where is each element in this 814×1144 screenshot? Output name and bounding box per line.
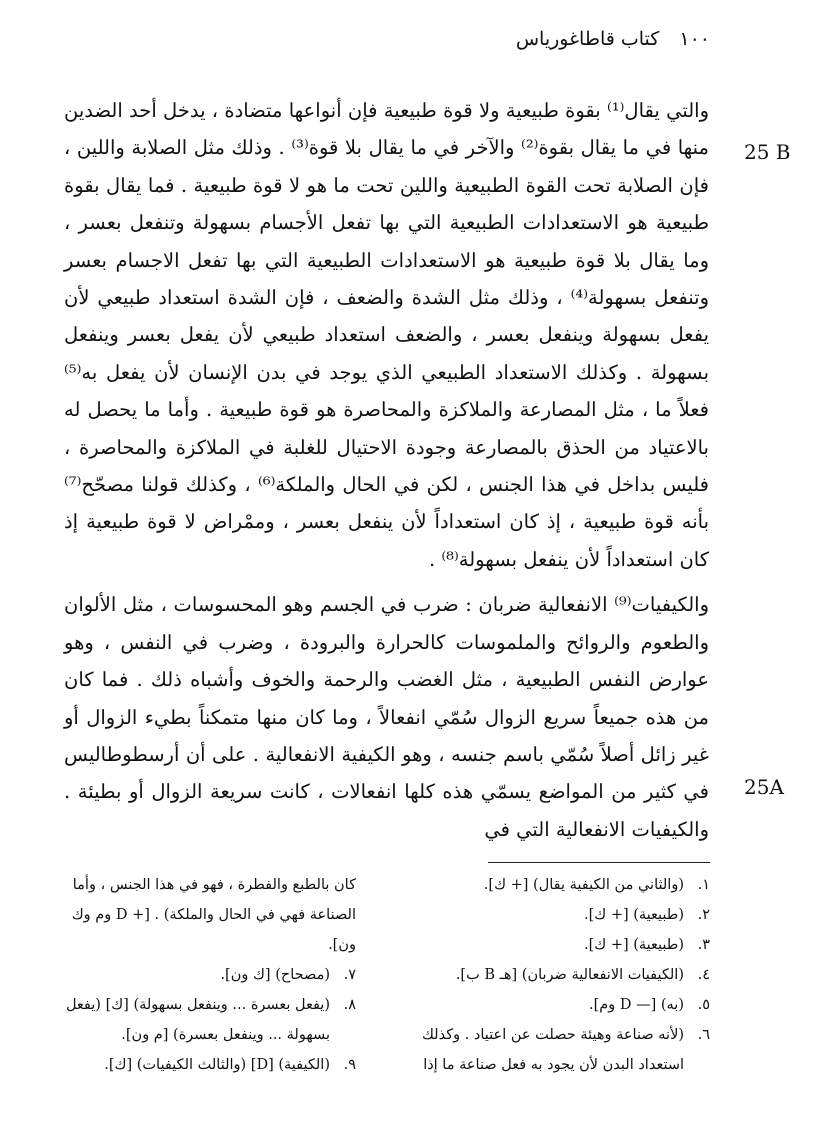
footnote-number: ٢.: [697, 907, 710, 923]
footnotes-left-column: [40, 870, 356, 1080]
footnote-number: ٧.: [343, 967, 356, 983]
footnote-continuation: الصناعة فهي في الحال والملكة) . [+ D وم وك: [71, 907, 356, 923]
footnote-number: ٨.: [343, 997, 356, 1013]
footnote-text: بسهولة ... وينفعل بعسرة) [م ون].: [121, 1027, 330, 1043]
footnote-text: (الكيفية) [D] (والثالث الكيفيات) [ك].: [104, 1057, 330, 1073]
paragraph: والتي يقال⁽¹⁾ بقوة طبيعية ولا قوة طبيعية فإن أنواعها متضادة ، يدخل أحد الضدين منها في ما يقال بقوة⁽²⁾ والآخر في ما يقال بلا قوة⁽³⁾ . وذلك مثل الصلابة واللين ، فإن الصلابة تحت القوة الطبيعية واللين تحت ما هو لا قوة طبيعية . فما يقال بقوة طبيعية هو الاستعدادات الطبيعية التي بها تفعل الأجسام بسهولة وتنفعل بعسر ، وما يقال بلا قوة طبيعية هو الاستعدادات الطبيعية التي بها تفعل الاجسام بعسر وتنفعل بسهولة⁽⁴⁾ ، وذلك مثل الشدة والضعف ، فإن الشدة استعداد طبيعي لأن يفعل بسهولة وينفعل بعسر ، والضعف استعداد طبيعي لأن يفعل بعسر وينفعل بسهولة . وكذلك الاستعداد الطبيعي الذي يوجد في بدن الإنسان لأن يفعل به⁽⁵⁾ فعلاً ما ، مثل المصارعة والملاكزة والمحاصرة هو قوة طبيعية . وأما ما يحصل له بالاعتياد من الحذق بالمصارعة وجودة الاحتيال للغلبة في الملاكزة والمحاصرة ، فليس بداخل في هذا الجنس ، لكن في الحال والملكة⁽⁶⁾ ، وكذلك قولنا مصحّح⁽⁷⁾ بأنه قوة طبيعية ، إذ كان استعداداً لأن ينفعل بعسر ، وممْراض لا قوة طبيعية إذ كان استعداداً لأن ينفعل بسهولة⁽⁸⁾ .: [64, 99, 709, 571]
footnote: [380, 990, 710, 1020]
footnote-continuation: ون].: [328, 937, 356, 953]
footnote: [40, 990, 356, 1020]
footnote-number: ٩.: [343, 1057, 356, 1073]
footnote-number: ٤.: [697, 967, 710, 983]
footnote-text: (طبيعية) [+ ك].: [584, 907, 684, 923]
footnote-number: ٥.: [697, 997, 710, 1013]
book-title: كتاب قاطاغورياس: [515, 28, 660, 50]
page-number: ١٠٠: [679, 28, 710, 50]
footnote-continuation: كان بالطبع والفطرة ، فهو في هذا الجنس ، وأما: [72, 877, 356, 893]
main-text: [64, 92, 709, 848]
footnote-text: (به) [— D وم].: [589, 997, 684, 1013]
footnote: [380, 930, 710, 960]
footnote: [380, 870, 710, 900]
footnote-text: (الكيفيات الانفعالية ضربان) [هـ B ب].: [455, 967, 684, 983]
footnote-number: ٦.: [697, 1027, 710, 1043]
footnote-text: (طبيعية) [+ ك].: [584, 937, 684, 953]
footnote-text: (والثاني من الكيفية يقال) [+ ك].: [483, 877, 684, 893]
footnote: [40, 960, 356, 990]
running-head: [470, 28, 710, 50]
footnote-continuation: [40, 1020, 356, 1050]
footnote-number: ٣.: [697, 937, 710, 953]
footnote: [380, 960, 710, 990]
footnote-text: (مصحاح) [ك ون].: [220, 967, 330, 983]
footnote-text: (يفعل بعسرة ... وينفعل بسهولة) [ك] (يفعل: [65, 997, 330, 1013]
footnote-text: (لأنه صناعة وهيئة حصلت عن اعتياد . وكذلك: [421, 1027, 684, 1043]
footnote: [380, 900, 710, 930]
footnote: [380, 1020, 710, 1050]
footnotes: [40, 870, 710, 1110]
footnotes-right-column: [380, 870, 710, 1080]
footnote-continuation: [380, 1050, 710, 1080]
margin-reference: 25 B: [744, 140, 791, 164]
paragraph: والكيفيات⁽⁹⁾ الانفعالية ضربان : ضرب في الجسم وهو المحسوسات ، مثل الألوان والطعوم والروائح والملموسات كالحرارة والبرودة ، وضرب في النفس ، وهو عوارض النفس الطبيعية ، مثل الغضب والرحمة والخوف وأشباه ذلك . فما كان من هذه جميعاً سريع الزوال سُمّي انفعالاً ، وما كان منها متمكناً بطيء الزوال أو غير زائل أصلاً سُمّي باسم جنسه ، وهو الكيفية الانفعالية . على أن أرسطوطاليس في كثير من المواضع يسمّي هذه كلها انفعالات ، كانت سريعة الزوال أو بطيئة . والكيفيات الانفعالية التي في: [64, 593, 709, 841]
footnote-divider: [488, 862, 710, 863]
margin-reference: 25A: [744, 775, 784, 799]
footnote-number: ١.: [697, 877, 710, 893]
footnote-text: استعداد البدن لأن يجود به فعل صناعة ما إذا: [423, 1057, 684, 1073]
footnote: [40, 1050, 356, 1080]
